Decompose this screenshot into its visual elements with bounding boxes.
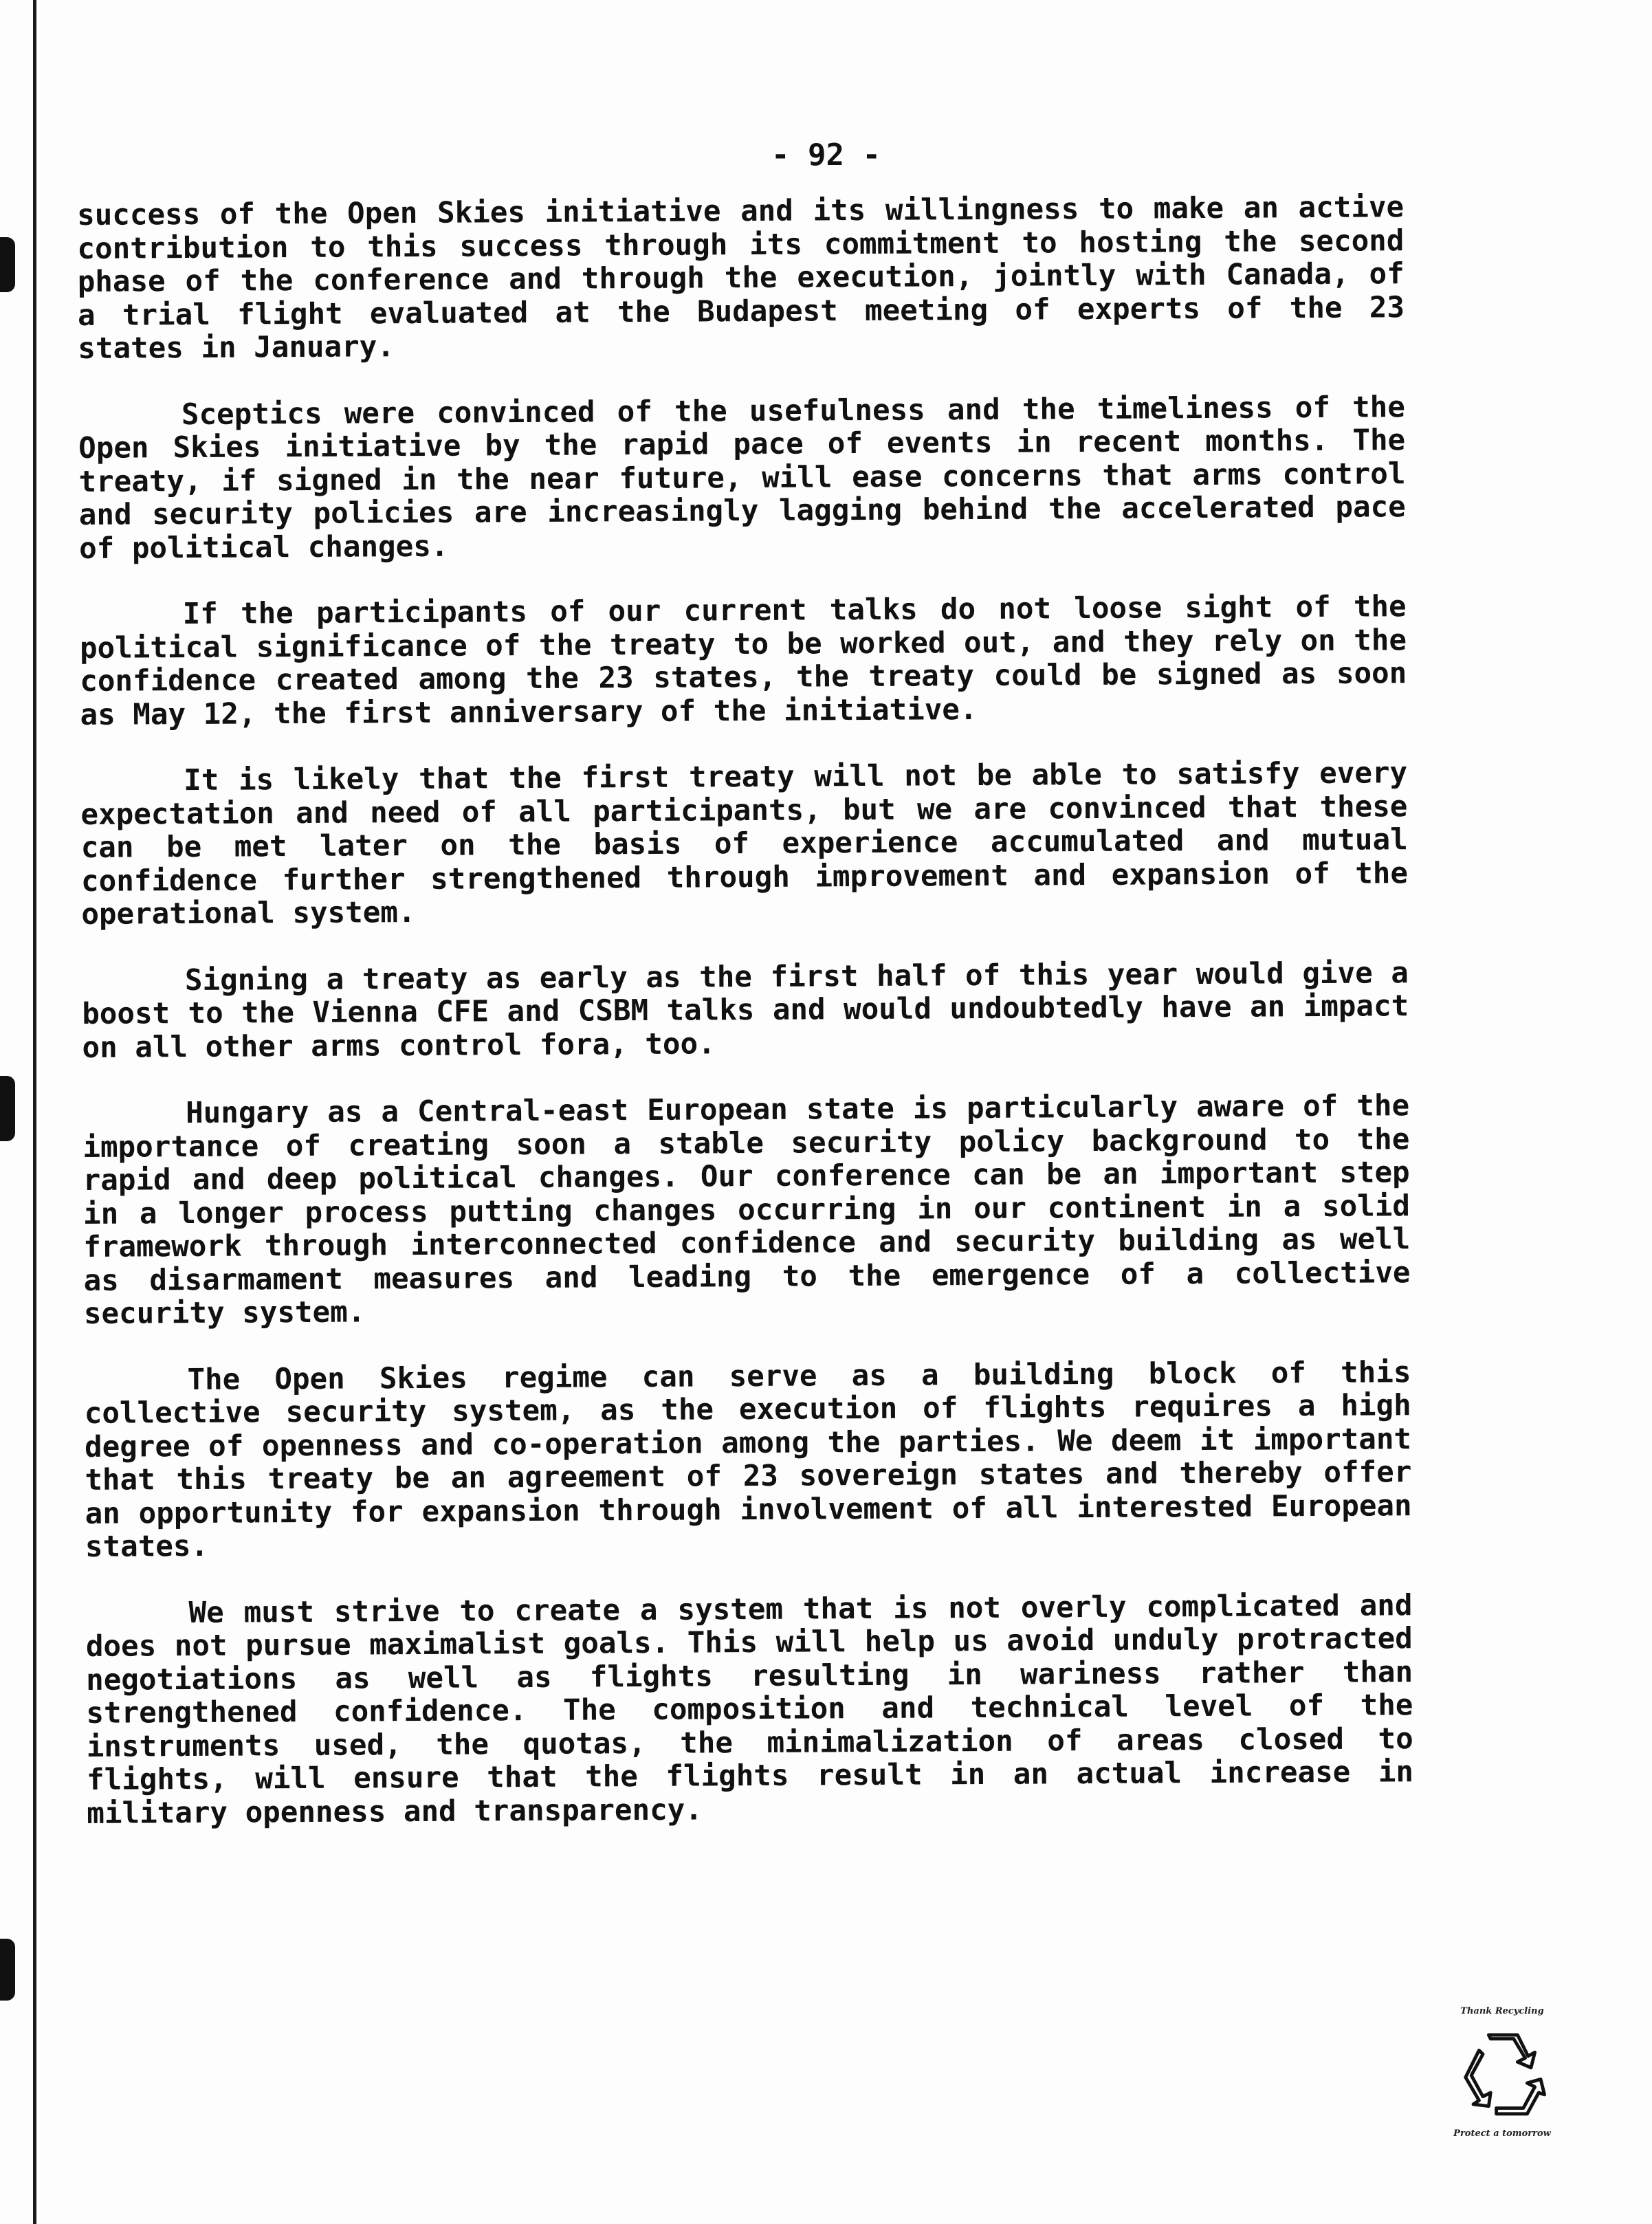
body-text [77,191,1414,1864]
paragraph: The Open Skies regime can serve as a building block of this collective security system, as the execution of flights requires a high degree of openness and co-operation among the parties. We deem it important that this treaty be an agreement of 23 sovereign states and thereby offer an opportunity for expansion through involvement of all interested European states. [84,1355,1412,1564]
binding-hole [0,1076,15,1141]
binding-hole [0,237,15,292]
recycle-caption-bottom: Protect a tomorrow [1453,2128,1551,2139]
binding-hole [0,1939,15,2001]
recycle-icon [1454,2025,1550,2122]
binding-edge [33,0,36,2224]
recycle-logo [1451,2006,1554,2144]
paragraph: success of the Open Skies initiative and its willingness to make an active contribution to this success through its commitment to hosting the second phase of the conference and through the execution, jointly with Canada, of a trial flight evaluated at the Budapest meeting of experts of the 23 states in January. [76,190,1405,366]
paragraph: Signing a treaty as early as the first half of this year would give a boost to the Vienna CFE and CSBM talks and would undoubtedly have an impact on all other arms control fora, too. [82,956,1409,1065]
page-number: - 92 - [771,137,881,173]
paragraph: It is likely that the first treaty will not be able to satisfy every expectation and need of all participants, but we are convinced that these can be met later on the basis of experience accumulated and mutual confidence further strengthened through improvement and expansion of the operational system. [80,756,1409,932]
paragraph: We must strive to create a system that is not overly complicated and does not pursue maximalist goals. This will help us avoid unduly protracted negotiations as well as flights resulting in wariness rather than strengthened confidence. The composition and technical level of the instruments used, the quotas, the minimalization of areas closed to flights, will ensure that the flights result in an actual increase in military openness and transparency. [85,1588,1414,1831]
paragraph: Hungary as a Central-east European state is particularly aware of the importance of creating soon a stable security policy background to the rapid and deep political changes. Our conference can be an important step in a longer process putting changes occurring in our continent in a solid framework through interconnected confidence and security building as well as disarmament measures and leading to the emergence of a collective security system. [82,1089,1411,1331]
paragraph: If the participants of our current talks do not loose sight of the political significance of the treaty to be worked out, and they rely on the confidence created among the 23 states, the treaty could be signed as soon as May 12, the first anniversary of the initiative. [79,590,1407,732]
paragraph: Sceptics were convinced of the usefulness and the timeliness of the Open Skies initiative by the rapid pace of events in recent months. The treaty, if signed in the near future, will ease concerns that arms control and security policies are increasingly lagging behind the accelerated pace of political changes. [78,390,1406,566]
recycle-caption-top: Thank Recycling [1460,2006,1544,2016]
